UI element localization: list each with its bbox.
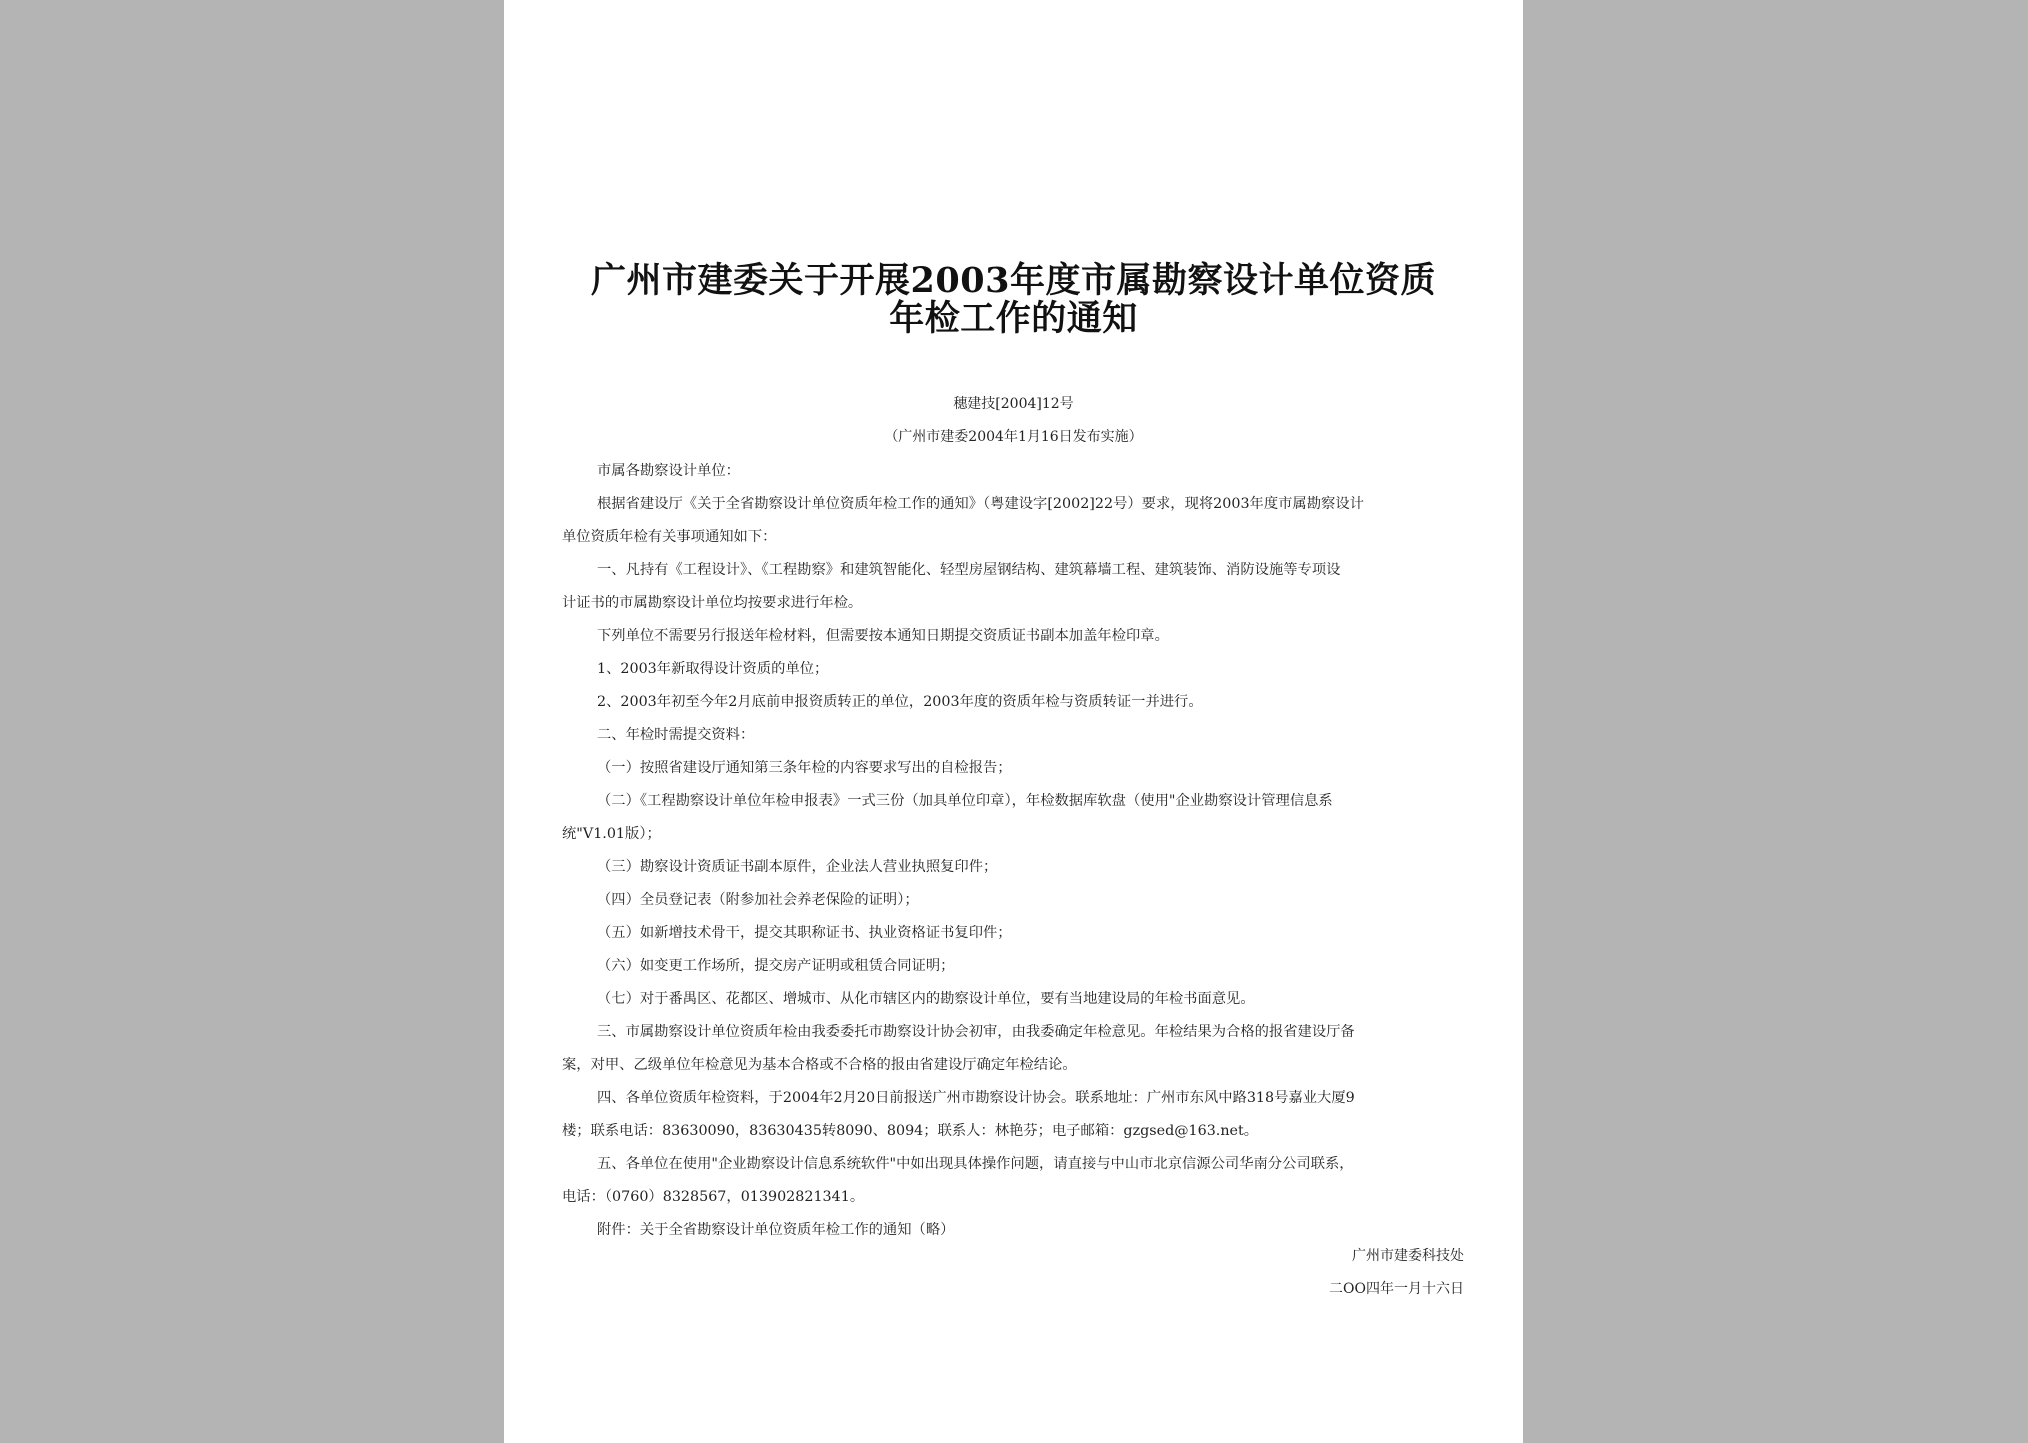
document-number: 穗建技[2004]12号 <box>953 396 1074 412</box>
document-title <box>504 262 1523 338</box>
paragraph: 楼；联系电话：83630090，83630435转8090、8094；联系人：林艳芬；电子邮箱：gzgsed@163.net。 <box>562 1123 1259 1139</box>
paragraph: 五、各单位在使用"企业勘察设计信息系统软件"中如出现具体操作问题，请直接与中山市北京信源公司华南分公司联系， <box>597 1156 1354 1172</box>
paragraph: 市属各勘察设计单位： <box>597 463 740 479</box>
paragraph: 下列单位不需要另行报送年检材料，但需要按本通知日期提交资质证书副本加盖年检印章。 <box>597 628 1169 644</box>
paragraph: 二、年检时需提交资料： <box>597 727 755 743</box>
paragraph: 2、2003年初至今年2月底前申报资质转正的单位，2003年度的资质年检与资质转证一并进行。 <box>597 694 1203 710</box>
paragraph: （三）勘察设计资质证书副本原件，企业法人营业执照复印件； <box>597 859 998 875</box>
paragraph: 统"V1.01版）； <box>562 826 661 842</box>
paragraph: （五）如新增技术骨干，提交其职称证书、执业资格证书复印件； <box>597 925 1012 941</box>
issue-note: （广州市建委2004年1月16日发布实施） <box>884 429 1143 445</box>
title-line-2: 年检工作的通知 <box>889 298 1138 339</box>
signature-date: 二OO四年一月十六日 <box>1329 1281 1464 1297</box>
paragraph: 单位资质年检有关事项通知如下： <box>562 529 777 545</box>
paragraph: 1、2003年新取得设计资质的单位； <box>597 661 829 677</box>
paragraph: 一、凡持有《工程设计》、《工程勘察》和建筑智能化、轻型房屋钢结构、建筑幕墙工程、建筑装饰、消防设施等专项设 <box>597 562 1341 578</box>
paragraph: 案，对甲、乙级单位年检意见为基本合格或不合格的报由省建设厅确定年检结论。 <box>562 1057 1077 1073</box>
document-body <box>562 455 1467 1247</box>
paragraph: 附件：关于全省勘察设计单位资质年检工作的通知（略） <box>597 1222 955 1238</box>
paragraph: 电话：（0760）8328567，013902821341。 <box>562 1189 865 1205</box>
paragraph: 三、市属勘察设计单位资质年检由我委委托市勘察设计协会初审，由我委确定年检意见。年检结果为合格的报省建设厅备 <box>597 1024 1355 1040</box>
title-line-1: 广州市建委关于开展2003年度市属勘察设计单位资质 <box>591 260 1436 301</box>
signer: 广州市建委科技处 <box>1352 1248 1464 1264</box>
paragraph: （七）对于番禺区、花都区、增城市、从化市辖区内的勘察设计单位，要有当地建设局的年检书面意见。 <box>597 991 1255 1007</box>
paragraph: 计证书的市属勘察设计单位均按要求进行年检。 <box>562 595 863 611</box>
paragraph: （六）如变更工作场所，提交房产证明或租赁合同证明； <box>597 958 955 974</box>
paragraph: 根据省建设厅《关于全省勘察设计单位资质年检工作的通知》（粤建设字[2002]22号）要求，现将2003年度市属勘察设计 <box>597 496 1364 512</box>
paragraph: （四）全员登记表（附参加社会养老保险的证明）； <box>597 892 919 908</box>
paragraph: （二）《工程勘察设计单位年检申报表》一式三份（加具单位印章），年检数据库软盘（使用"企业勘察设计管理信息系 <box>597 793 1333 809</box>
paragraph: （一）按照省建设厅通知第三条年检的内容要求写出的自检报告； <box>597 760 1012 776</box>
document-page <box>504 0 1523 1443</box>
paragraph: 四、各单位资质年检资料，于2004年2月20日前报送广州市勘察设计协会。联系地址：广州市东风中路318号嘉业大厦9 <box>597 1090 1355 1106</box>
